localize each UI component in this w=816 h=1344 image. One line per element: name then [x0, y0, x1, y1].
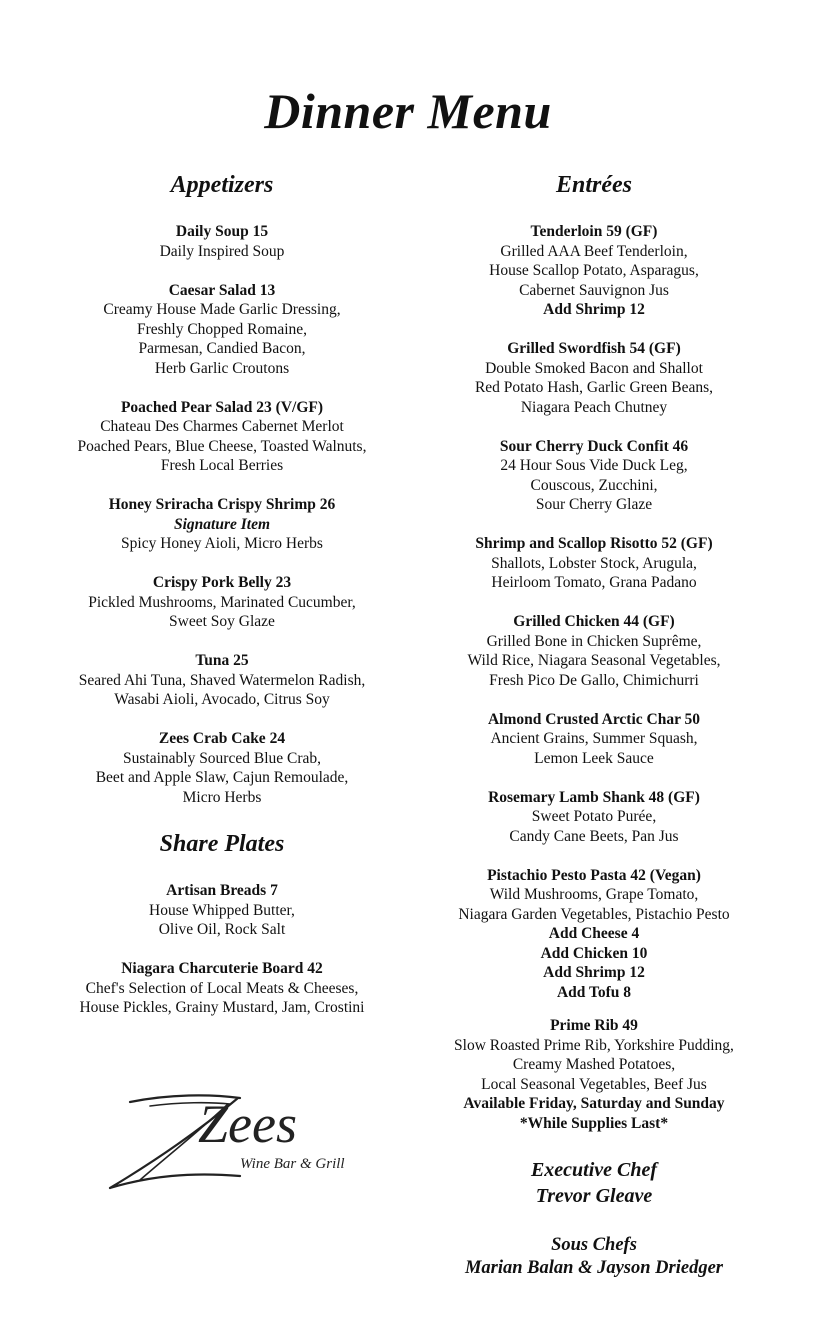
- item-desc-line: Seared Ahi Tuna, Shaved Watermelon Radish,: [78, 671, 366, 689]
- executive-chef-name: Trevor Gleave: [535, 1185, 653, 1207]
- item-desc-line: Sweet Potato Purée,: [531, 808, 657, 825]
- menu-item: [22, 222, 422, 261]
- share-plates-heading: Share Plates: [159, 831, 285, 857]
- menu-item: [394, 437, 794, 515]
- item-desc-line: Sustainably Sourced Blue Crab,: [122, 749, 322, 767]
- item-desc-line: House Pickles, Grainy Mustard, Jam, Crostini: [79, 999, 365, 1016]
- item-name: Sour Cherry Duck Confit 46: [499, 437, 689, 455]
- item-desc-line: Grilled AAA Beef Tenderloin,: [500, 242, 688, 260]
- right-column: [394, 170, 794, 1153]
- item-desc-line: Freshly Chopped Romaine,: [136, 320, 308, 338]
- item-desc-line: Daily Inspired Soup: [159, 242, 285, 260]
- logo-tagline: Wine Bar & Grill: [240, 1156, 345, 1172]
- appetizers-list: [22, 222, 422, 807]
- item-desc-line: Herb Garlic Croutons: [154, 359, 290, 377]
- item-desc-line: Grilled Bone in Chicken Suprême,: [486, 632, 702, 650]
- item-name: Crispy Pork Belly 23: [152, 574, 292, 591]
- item-desc-line: House Scallop Potato, Asparagus,: [489, 262, 699, 279]
- zees-logo-mark: [90, 1080, 360, 1200]
- item-name: Artisan Breads 7: [166, 882, 278, 899]
- logo-wordmark: Zees: [198, 1094, 297, 1154]
- item-desc-line: Creamy House Made Garlic Dressing,: [103, 301, 341, 318]
- appetizers-heading: Appetizers: [170, 172, 274, 198]
- entrees-heading: Entrées: [555, 172, 632, 198]
- item-add-on: Add Cheese 4: [548, 925, 640, 942]
- item-desc-line: Fresh Pico De Gallo, Chimichurri: [489, 671, 699, 689]
- item-desc-line: Couscous, Zucchini,: [530, 476, 658, 494]
- menu-item: [394, 866, 794, 1003]
- menu-item: [394, 612, 794, 690]
- menu-item: [22, 495, 422, 554]
- item-desc-line: Creamy Mashed Potatoes,: [512, 1056, 676, 1073]
- sous-chefs-block: [394, 1234, 794, 1280]
- item-name: Honey Sriracha Crispy Shrimp 26: [108, 496, 336, 513]
- menu-item: [22, 281, 422, 379]
- item-add-on: Add Shrimp 12: [543, 964, 645, 981]
- item-desc-line: Olive Oil, Rock Salt: [158, 921, 286, 938]
- signature-item-label: Signature Item: [173, 515, 271, 533]
- item-desc-line: Heirloom Tomato, Grana Padano: [491, 574, 697, 591]
- item-desc-line: Micro Herbs: [182, 788, 262, 806]
- item-name: Rosemary Lamb Shank 48 (GF): [488, 788, 700, 806]
- menu-item: [22, 881, 422, 940]
- item-desc-line: 24 Hour Sous Vide Duck Leg,: [500, 457, 688, 474]
- menu-item: [22, 729, 422, 807]
- item-desc-line: Poached Pears, Blue Cheese, Toasted Walnuts,: [77, 437, 367, 455]
- item-desc-line: Sour Cherry Glaze: [535, 496, 653, 513]
- item-desc-line: Lemon Leek Sauce: [534, 749, 654, 767]
- menu-item: [394, 788, 794, 847]
- item-name: Pistachio Pesto Pasta 42 (Vegan): [487, 866, 701, 884]
- item-add-on: Add Tofu 8: [556, 983, 632, 1001]
- item-name: Poached Pear Salad 23 (V/GF): [120, 398, 324, 416]
- item-desc-line: Wild Mushrooms, Grape Tomato,: [489, 886, 699, 903]
- item-name: Daily Soup 15: [175, 223, 269, 240]
- menu-item: [22, 959, 422, 1018]
- item-desc-line: Pickled Mushrooms, Marinated Cucumber,: [88, 593, 356, 611]
- menu-item: [394, 534, 794, 593]
- menu-item: [394, 222, 794, 320]
- item-desc-line: Double Smoked Bacon and Shallot: [485, 359, 703, 377]
- item-name: Tuna 25: [195, 652, 249, 669]
- menu-item: [394, 1016, 794, 1133]
- item-desc-line: House Whipped Butter,: [149, 901, 295, 919]
- item-name: Zees Crab Cake 24: [158, 730, 286, 747]
- menu-item: [22, 651, 422, 710]
- executive-chef-block: [394, 1157, 794, 1209]
- item-desc-line: Spicy Honey Aioli, Micro Herbs: [121, 535, 323, 552]
- item-desc-line: Candy Cane Beets, Pan Jus: [509, 827, 679, 845]
- item-add-on: Add Chicken 10: [540, 944, 648, 962]
- item-desc-line: Wild Rice, Niagara Seasonal Vegetables,: [467, 652, 721, 669]
- sous-chefs-title: Sous Chefs: [551, 1235, 637, 1255]
- entrees-list: [394, 222, 794, 1133]
- item-name: Caesar Salad 13: [168, 281, 276, 299]
- item-add-on: Add Shrimp 12: [543, 301, 645, 318]
- item-desc-line: Sweet Soy Glaze: [169, 613, 275, 630]
- item-desc-line: Red Potato Hash, Garlic Green Beans,: [474, 379, 714, 396]
- menu-item: [22, 398, 422, 476]
- item-desc-line: Fresh Local Berries: [160, 457, 284, 474]
- item-desc-line: Beet and Apple Slaw, Cajun Remoulade,: [95, 769, 349, 786]
- item-availability-note: *While Supplies Last*: [519, 1114, 669, 1132]
- menu-title: Dinner Menu: [264, 83, 552, 139]
- item-desc-line: Cabernet Sauvignon Jus: [519, 281, 669, 299]
- left-column: [22, 170, 422, 1037]
- item-name: Tenderloin 59 (GF): [530, 223, 658, 240]
- item-desc-line: Chef's Selection of Local Meats & Cheeses,: [85, 979, 359, 997]
- item-availability-note: Available Friday, Saturday and Sunday: [463, 1095, 725, 1112]
- item-desc-line: Niagara Garden Vegetables, Pistachio Pesto: [458, 905, 730, 923]
- menu-item: [394, 339, 794, 417]
- menu-item: [394, 710, 794, 769]
- item-desc-line: Local Seasonal Vegetables, Beef Jus: [481, 1075, 707, 1093]
- share-plates-list: [22, 881, 422, 1018]
- zees-logo: [90, 1080, 360, 1200]
- item-desc-line: Chateau Des Charmes Cabernet Merlot: [100, 418, 344, 435]
- item-name: Niagara Charcuterie Board 42: [121, 960, 323, 977]
- item-name: Shrimp and Scallop Risotto 52 (GF): [475, 535, 713, 552]
- executive-chef-title: Executive Chef: [530, 1159, 658, 1181]
- item-name: Grilled Swordfish 54 (GF): [507, 340, 681, 357]
- sous-chefs-names: Marian Balan & Jayson Driedger: [464, 1258, 723, 1278]
- item-name: Prime Rib 49: [550, 1017, 638, 1034]
- item-name: Almond Crusted Arctic Char 50: [487, 710, 701, 728]
- item-desc-line: Niagara Peach Chutney: [520, 398, 668, 416]
- item-desc-line: Ancient Grains, Summer Squash,: [490, 730, 698, 747]
- menu-item: [22, 573, 422, 632]
- item-desc-line: Parmesan, Candied Bacon,: [138, 340, 306, 357]
- item-name: Grilled Chicken 44 (GF): [513, 613, 675, 630]
- item-desc-line: Shallots, Lobster Stock, Arugula,: [491, 554, 697, 572]
- item-desc-line: Slow Roasted Prime Rib, Yorkshire Pudding,: [454, 1036, 734, 1054]
- item-desc-line: Wasabi Aioli, Avocado, Citrus Soy: [114, 691, 330, 708]
